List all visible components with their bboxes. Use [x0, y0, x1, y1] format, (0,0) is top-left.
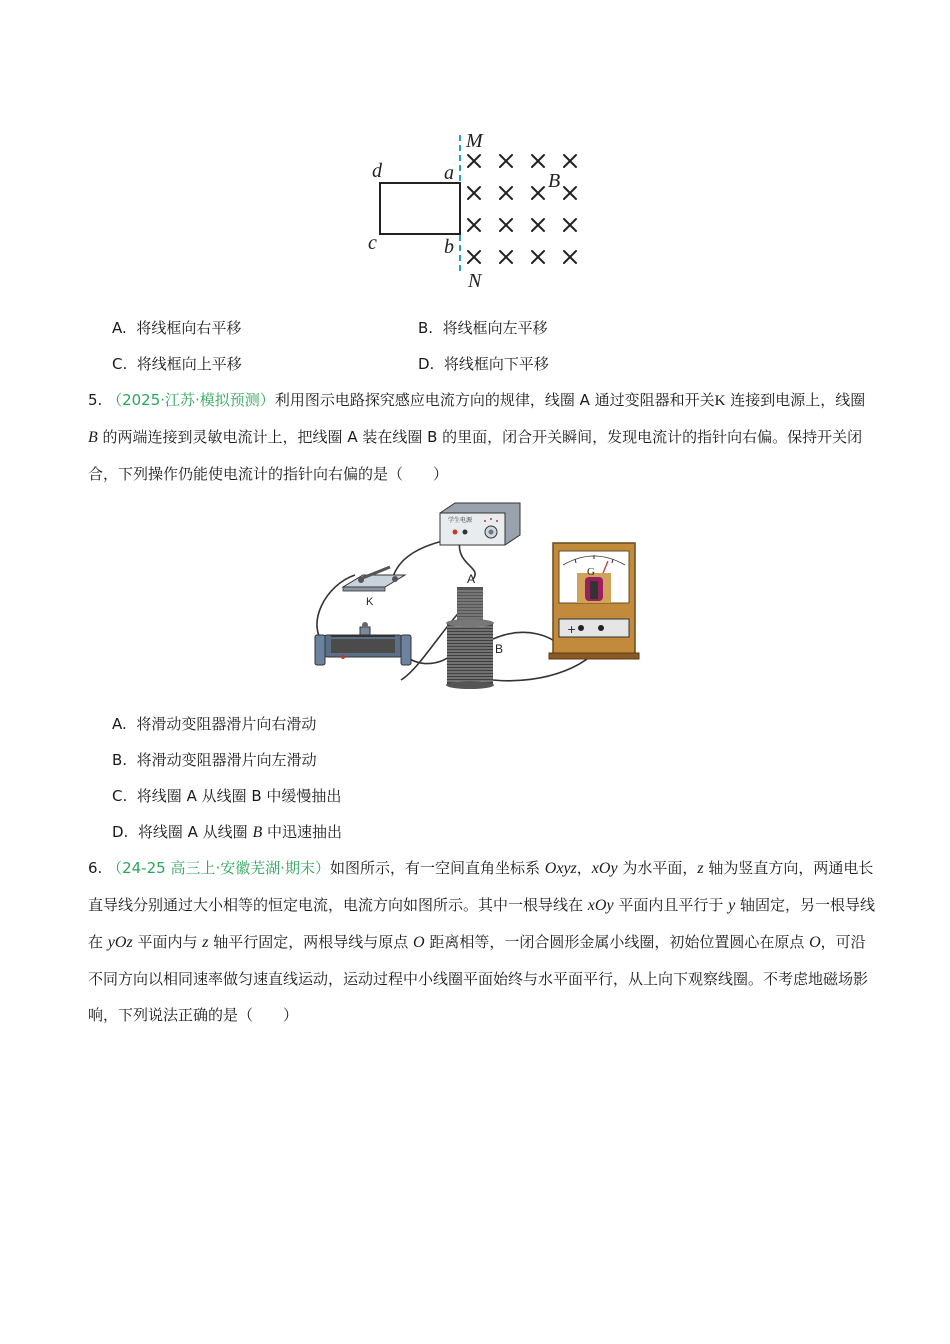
question-source: （24-25 高三上·安徽芜湖·期末） — [107, 859, 330, 877]
label-b: b — [444, 236, 454, 258]
field-cross-mark — [532, 219, 544, 231]
q5-stem — [88, 382, 878, 492]
wire-loop-abcd — [380, 183, 460, 234]
option-text: 将线框向右平移 — [136, 319, 242, 337]
option-text: 将线圈 A 从线圈 — [137, 823, 253, 841]
field-cross-mark — [500, 251, 512, 263]
option-text: 将滑动变阻器滑片向右滑动 — [136, 715, 317, 733]
stem-text: 平面内且平行于 — [613, 896, 729, 914]
galvanometer-label: G — [587, 566, 595, 578]
supply-label: 学生电源 — [448, 517, 473, 524]
field-cross-mark — [500, 187, 512, 199]
q4-option-a[interactable] — [112, 318, 241, 338]
option-text: 中迅速抽出 — [262, 823, 343, 841]
option-text: 将滑动变阻器滑片向左滑动 — [136, 751, 317, 769]
option-letter: A. — [112, 715, 127, 733]
math-symbol: z — [202, 934, 209, 951]
label-a: a — [444, 162, 454, 184]
field-cross-mark — [564, 251, 576, 263]
stem-text: ，可沿不同方向以相同速率做匀速直线运动，运动过程中小线圈平面始终与水平面平行，从上向下观察线圈。不考虑地磁场影响，下列说法正确的是（ ） — [88, 933, 869, 1024]
galvanometer — [549, 543, 639, 659]
math-symbol: xOy — [591, 860, 618, 877]
stem-text: 利用图示电路探究感应电流方向的规律，线圈 A 通过变阻器和开关 — [274, 391, 715, 409]
field-cross-mark — [468, 219, 480, 231]
power-supply — [440, 503, 520, 545]
label-N: N — [468, 270, 482, 292]
field-cross-mark — [564, 219, 576, 231]
label-c: c — [368, 232, 377, 254]
option-letter: B. — [112, 751, 128, 769]
math-symbol: xOy — [587, 897, 614, 914]
option-letter: D. — [112, 823, 129, 841]
math-symbol: y — [728, 897, 736, 914]
math-symbol: O — [809, 934, 821, 951]
option-letter: C. — [112, 787, 128, 805]
q4-option-c[interactable] — [112, 354, 242, 374]
q5-option-b[interactable] — [112, 750, 317, 770]
stem-text: 为水平面， — [617, 859, 698, 877]
field-cross-mark — [468, 187, 480, 199]
field-cross-mark — [500, 155, 512, 167]
math-symbol: Oxyz — [544, 860, 577, 877]
option-text: 将线框向上平移 — [136, 355, 242, 373]
math-symbol: O — [413, 934, 425, 951]
option-text: 将线框向左平移 — [442, 319, 548, 337]
stem-text — [88, 859, 875, 1024]
label-B-field: B — [548, 170, 561, 192]
induction-apparatus-figure — [305, 495, 645, 690]
question-number: 6. — [88, 859, 103, 877]
q6-stem — [88, 850, 878, 1033]
q4-option-d[interactable] — [418, 354, 549, 374]
wire — [405, 645, 453, 664]
label-M: M — [466, 130, 483, 152]
stem-text: 连接到电源上，线圈 — [725, 391, 866, 409]
stem-text: 的两端连接到灵敏电流计上，把线圈 A 装在线圈 B 的里面，闭合开关瞬间，发现电流计的指针向右偏。保持开关闭合，下列操作仍能使电流计的指针向右偏的是（ ） — [88, 428, 863, 483]
field-cross-mark — [468, 251, 480, 263]
wire — [393, 540, 447, 577]
svg-text:+: + — [567, 623, 577, 636]
stem-text: ， — [576, 859, 592, 877]
option-letter: C. — [112, 355, 128, 373]
q5-option-c[interactable] — [112, 786, 341, 806]
option-letter: D. — [418, 355, 435, 373]
stem-text: 如图所示，有一空间直角坐标系 — [330, 859, 545, 877]
coil-assembly — [446, 572, 503, 689]
field-cross-mark — [532, 187, 544, 199]
question-number: 5. — [88, 391, 103, 409]
field-cross-mark — [564, 187, 576, 199]
stem-text: 轴为竖直方向，两通电长直导线分别通过大小相等的恒定电流，电流方向如图所示。其中一根导线在 — [88, 859, 874, 914]
switch-k-symbol: K — [714, 393, 726, 409]
coil-b-symbol: B — [252, 824, 263, 841]
field-cross-mark — [532, 251, 544, 263]
field-cross-mark — [564, 155, 576, 167]
math-symbol: z — [697, 860, 704, 877]
q5-option-a[interactable] — [112, 714, 316, 734]
option-text: 将线圈 A 从线圈 B 中缓慢抽出 — [136, 787, 342, 805]
q5-option-d[interactable] — [112, 822, 342, 843]
option-text: 将线框向下平移 — [443, 355, 549, 373]
rheostat — [315, 622, 411, 665]
q4-option-b[interactable] — [418, 318, 548, 338]
coil-a-label: A — [467, 572, 476, 586]
loop-field-figure — [360, 125, 600, 295]
field-cross-mark — [468, 155, 480, 167]
stem-text: 平面内与 — [132, 933, 203, 951]
switch-k — [343, 567, 405, 608]
option-letter: B. — [418, 319, 434, 337]
stem-text: 轴固定，另一根导线在 — [88, 896, 875, 951]
field-cross-mark — [500, 219, 512, 231]
option-letter: A. — [112, 319, 127, 337]
field-cross-mark — [532, 155, 544, 167]
math-symbol: yOz — [107, 934, 133, 951]
stem-text: 轴平行固定，两根导线与原点 — [208, 933, 413, 951]
label-d: d — [372, 160, 382, 182]
switch-label: K — [366, 596, 374, 608]
coil-b-label: B — [495, 642, 504, 656]
stem-text: 距离相等，一闭合圆形金属小线圈，初始位置圆心在原点 — [424, 933, 810, 951]
question-source: （2025·江苏·模拟预测） — [107, 391, 275, 409]
coil-b-symbol: B — [88, 429, 98, 446]
